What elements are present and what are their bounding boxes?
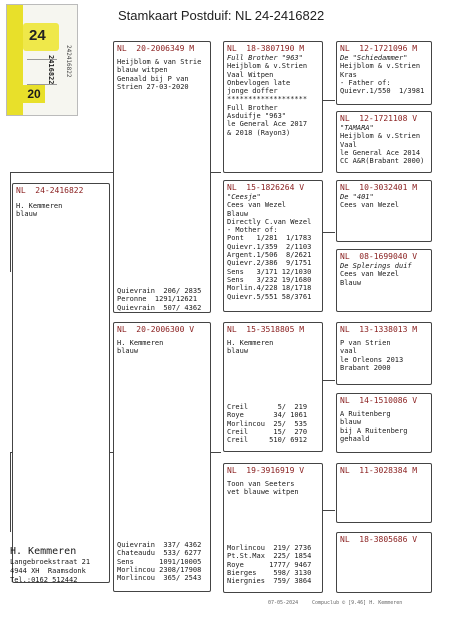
pedigree-fmf: [336, 180, 432, 242]
ring-number: NL 19-3916919 V: [227, 466, 305, 475]
breeder: H. Kemmeren: [16, 202, 63, 210]
line: A Ruitenberg: [340, 410, 391, 418]
line: vet blauwe witpen: [227, 488, 299, 497]
result: Morlincou 25/ 535: [227, 419, 308, 428]
ring-number: NL 20-2006349 M: [117, 44, 195, 53]
connector: [10, 452, 11, 532]
pedigree-father-mother: [223, 180, 323, 312]
pedigree-father: [113, 41, 211, 313]
connector: [323, 510, 335, 511]
results: [227, 403, 307, 444]
ring-number: NL 11-3028384 M: [340, 466, 418, 475]
connector: [323, 232, 335, 233]
ring-number: NL 24-2416822: [16, 186, 84, 195]
sticker-id: 2416822: [47, 55, 55, 85]
ring-number: NL 15-1826264 V: [227, 183, 305, 192]
ring-number: NL 08-1699040 V: [340, 252, 418, 261]
line: Pont 1/281 1/1783: [227, 234, 312, 243]
line: Blauw: [340, 278, 362, 287]
line: Vaal Witpen: [227, 70, 274, 79]
ring-number: NL 14-1510086 V: [340, 396, 418, 405]
line: blauw: [117, 347, 139, 356]
line: blauw: [340, 418, 362, 427]
line: Quievr.1/550 1/3981: [340, 87, 425, 96]
pedigree-fmm: [336, 249, 432, 312]
line: Vaal: [340, 140, 357, 149]
line: Argent.1/506 8/2621: [227, 251, 312, 260]
pedigree-mmf: [336, 463, 432, 523]
line: Heijblom & van Strie: [117, 58, 202, 66]
line: Heijblom & v.Strien: [340, 132, 421, 141]
line: Quievr.1/359 2/1103: [227, 242, 312, 251]
line: Cees van Wezel: [340, 270, 400, 279]
result: Creil 15/ 270: [227, 427, 308, 436]
result: Morlincou 219/ 2736: [227, 544, 312, 552]
pedigree-subject: [12, 183, 110, 583]
line: Sens 3/171 12/1030: [227, 267, 312, 276]
pedigree-mother-mother: [223, 463, 323, 593]
line: Heijblom & v.Strien: [340, 62, 421, 71]
line: blauw: [227, 347, 249, 356]
pigeon-name: "Ceesje": [227, 193, 261, 201]
result: Morlincou 2308/17908: [117, 565, 202, 574]
ring-number: NL 13-1338013 M: [340, 325, 418, 334]
line: vaal: [340, 347, 357, 356]
pedigree-mfm: [336, 393, 432, 453]
line: P van Strien: [340, 339, 391, 347]
pigeon-name: Full Brother "963": [227, 54, 303, 62]
pedigree-father-father: [223, 41, 323, 173]
line: Onbevlogen late: [227, 78, 291, 87]
owner-name: H. Kemmeren: [10, 546, 77, 557]
line: jonge doffer: [227, 87, 278, 96]
line: Full Brother: [227, 103, 278, 112]
line: le Orleons 2013: [340, 355, 404, 364]
line: le General Ace 2014: [340, 148, 421, 157]
pigeon-name: "TAMARA": [340, 124, 374, 132]
pedigree-mmm: [336, 532, 432, 593]
line: blauw witpen: [117, 66, 168, 75]
pigeon-name: De "Schiedammer": [340, 54, 408, 62]
result: Quievrain 507/ 4362: [117, 303, 202, 312]
owner-city: 4944 XH Raamsdonk: [10, 567, 86, 575]
ring-number: NL 18-3805686 V: [340, 535, 418, 544]
line: H. Kemmeren: [227, 339, 274, 347]
line: Genaald bij P van: [117, 74, 189, 83]
line: Sens 3/232 19/1680: [227, 275, 312, 284]
line: bij A Ruitenberg: [340, 426, 408, 435]
result: Sens 1091/10005: [117, 557, 202, 566]
pedigree-fff: [336, 41, 432, 105]
result: Peronne 1291/12621: [117, 295, 198, 304]
results: [227, 544, 311, 585]
owner-block: [10, 546, 90, 585]
line: Toon van Seeters: [227, 480, 295, 488]
result: Quievrain 337/ 4362: [117, 541, 202, 549]
result: Pt.St.Max 225/ 1854: [227, 552, 312, 561]
footer-software: Compuclub © [9.46] H. Kemmeren: [312, 600, 403, 606]
page-title: Stamkaart Postduif: NL 24-2416822: [118, 8, 325, 23]
line: - Mother of:: [227, 226, 278, 235]
line: *******************: [227, 95, 308, 104]
result: Creil 510/ 6912: [227, 436, 308, 445]
results: [117, 287, 201, 312]
result: Creil 5/ 219: [227, 403, 308, 411]
pedigree-ffm: [336, 111, 432, 173]
result: Roye 1777/ 9467: [227, 560, 312, 569]
owner-tel: Tel.:0162 512442: [10, 576, 78, 584]
ring-number: NL 12-1721096 M: [340, 44, 418, 53]
ring-number: NL 15-3518805 M: [227, 325, 305, 334]
results: [117, 541, 201, 582]
result: Roye 34/ 1061: [227, 411, 308, 420]
line: Brabant 2000: [340, 363, 391, 372]
line: & 2018 (Rayon3): [227, 128, 291, 137]
ring-number: NL 10-3032401 M: [340, 183, 418, 192]
sticker-barcode: 242416822: [65, 45, 72, 78]
line: Blauw: [227, 209, 249, 218]
line: - Father of:: [340, 78, 391, 87]
line: Cees van Wezel: [227, 201, 287, 210]
sticker-front: 20: [23, 85, 45, 103]
ring-sticker: [6, 4, 78, 116]
line: gehaald: [340, 434, 370, 443]
connector: [323, 380, 335, 381]
owner-street: Langebroekstraat 21: [10, 558, 91, 566]
pigeon-name: De Splerings duif: [340, 262, 412, 270]
pedigree-mother-father: [223, 322, 323, 452]
footer-date: 07-05-2024: [268, 600, 299, 606]
line: Morlin.4/228 18/1718: [227, 284, 312, 293]
ring-number: NL 20-2006300 V: [117, 325, 195, 334]
connector: [323, 100, 335, 101]
line: Directly C.van Wezel: [227, 217, 312, 226]
sticker-stripe: [7, 5, 23, 115]
result: Niergnies 759/ 3864: [227, 577, 312, 586]
line: Cees van Wezel: [340, 201, 400, 210]
line: Kras: [340, 70, 357, 79]
ring-number: NL 12-1721108 V: [340, 114, 418, 123]
line: H. Kemmeren: [117, 339, 164, 347]
connector: [10, 172, 11, 272]
result: Quievrain 206/ 2835: [117, 287, 202, 295]
result: Morlincou 365/ 2543: [117, 574, 202, 583]
line: Asduifje "963": [227, 112, 287, 121]
sticker-year: 24: [29, 27, 46, 44]
line: Quievr.2/386 9/1751: [227, 259, 312, 268]
pedigree-mother: [113, 322, 211, 592]
color: blauw: [16, 210, 38, 219]
result: Chateaudu 533/ 6277: [117, 549, 202, 558]
line: Strien 27-03-2020: [117, 82, 189, 91]
pigeon-name: De "401": [340, 193, 374, 201]
line: Heijblom & v.Strien: [227, 62, 308, 71]
pedigree-mff: [336, 322, 432, 385]
result: Bierges 598/ 3130: [227, 568, 312, 577]
line: le General Ace 2017: [227, 120, 308, 129]
connector: [10, 172, 113, 173]
line: CC A&R(Brabant 2000): [340, 157, 425, 166]
ring-number: NL 18-3807190 M: [227, 44, 305, 53]
line: Quievr.5/551 58/3761: [227, 292, 312, 301]
